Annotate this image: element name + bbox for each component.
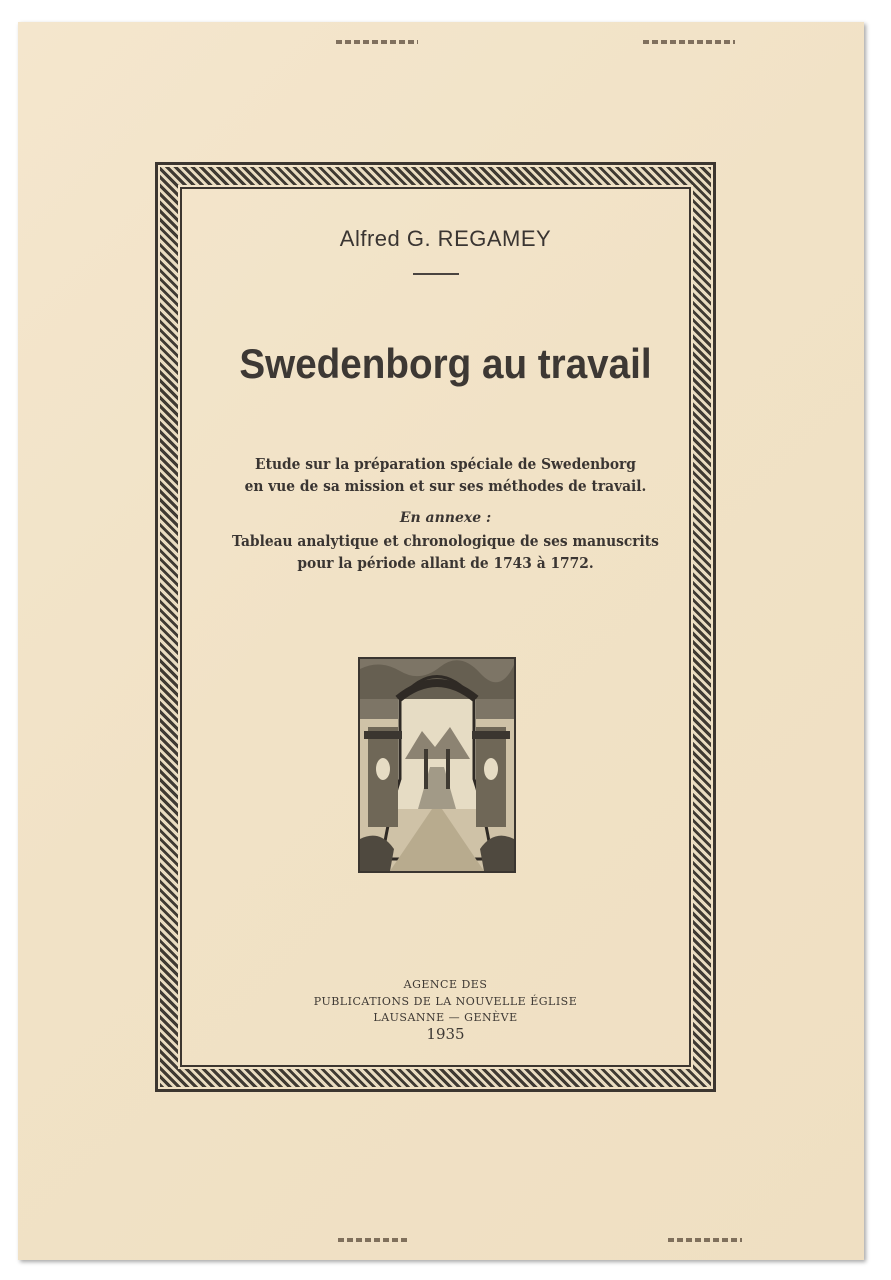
publisher-line: AGENCE DES [403, 978, 488, 991]
border-inner-rule [180, 187, 691, 1067]
book-title: Swedenborg au travail [239, 340, 652, 387]
staple-mark [668, 1238, 742, 1242]
publication-year: 1935 [426, 1025, 465, 1043]
subtitle-line: Etude sur la préparation spéciale de Swedenborg [255, 455, 636, 473]
annexe-line: pour la période allant de 1743 à 1772. [297, 554, 594, 572]
staple-mark [338, 1238, 408, 1242]
subtitle-line: en vue de sa mission et sur ses méthodes de travail. [244, 477, 647, 495]
publisher-line: LAUSANNE — GENÈVE [373, 1011, 518, 1024]
archway-vignette-icon [358, 657, 516, 873]
annexe-label: En annexe : [399, 510, 492, 526]
publisher-line: PUBLICATIONS DE LA NOUVELLE ÉGLISE [313, 995, 578, 1008]
divider [413, 273, 459, 275]
annexe-line: Tableau analytique et chronologique de ses manuscrits [232, 532, 659, 550]
ornamental-border [155, 162, 716, 1092]
author-name: Alfred G. REGAMEY [339, 226, 552, 251]
staple-mark [643, 40, 735, 44]
staple-mark [336, 40, 418, 44]
